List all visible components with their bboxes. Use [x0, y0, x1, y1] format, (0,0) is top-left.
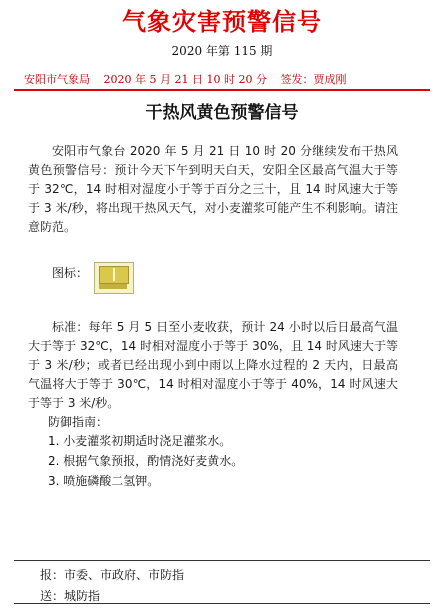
warning-icon-bar — [99, 284, 127, 289]
header-divider — [14, 89, 430, 91]
footer-divider-bottom — [14, 603, 430, 604]
issuer-line — [24, 71, 424, 87]
footer-divider-top — [14, 560, 430, 561]
guide-list — [48, 431, 243, 491]
guide-item: 3. 喷施磷酸二氢钾。 — [48, 474, 160, 488]
masthead-title: 气象灾害预警信号 — [122, 8, 322, 36]
document-title: 干热风黄色预警信号 — [145, 103, 299, 123]
distribution-to: 报：市委、市政府、市防指 — [40, 568, 185, 582]
dry-hot-wind-yellow-warning-icon — [94, 262, 134, 294]
issuer-name: 安阳市气象局 — [24, 73, 90, 86]
issue-datetime: 2020 年 5 月 21 日 10 时 20 分 — [103, 73, 267, 86]
guide-title: 防御指南： — [48, 415, 109, 429]
warning-standard: 标准：每年 5 月 5 日至小麦收获，预计 24 小时以后日最高气温大于等于 32℃，14 时相对湿度小于等于 30%，且 14 时风速大于等于 3 米/秒；或者已经出现小到中雨以上降水过程的 2 天内，日最高气温将大于等于 30℃，14 时相对湿度小于等于 40%，14 时风速大于等于 3 米/秒。 — [28, 320, 398, 410]
icon-label: 图标： — [52, 266, 89, 280]
warning-body: 安阳市气象台 2020 年 5 月 21 日 10 时 20 分继续发布干热风黄色预警信号：预计今天下午到明天白天，安阳全区最高气温大于等于 32℃，14 时相对湿度小于等于百分之三十，且 14 时风速大于等于 3 米/秒，将出现干热风天气，对小麦灌浆可能产生不利影响。请注意防范。 — [28, 144, 398, 234]
guide-item: 2. 根据气象预报，酌情浇好麦黄水。 — [48, 454, 244, 468]
distribution-cc: 送：城防指 — [40, 589, 101, 603]
signer: 签发：贾成刚 — [280, 73, 347, 86]
guide-item: 1. 小麦灌浆初期适时浇足灌浆水。 — [48, 434, 232, 448]
warning-icon-symbol — [99, 266, 129, 284]
issue-number: 2020 年第 115 期 — [171, 44, 273, 58]
